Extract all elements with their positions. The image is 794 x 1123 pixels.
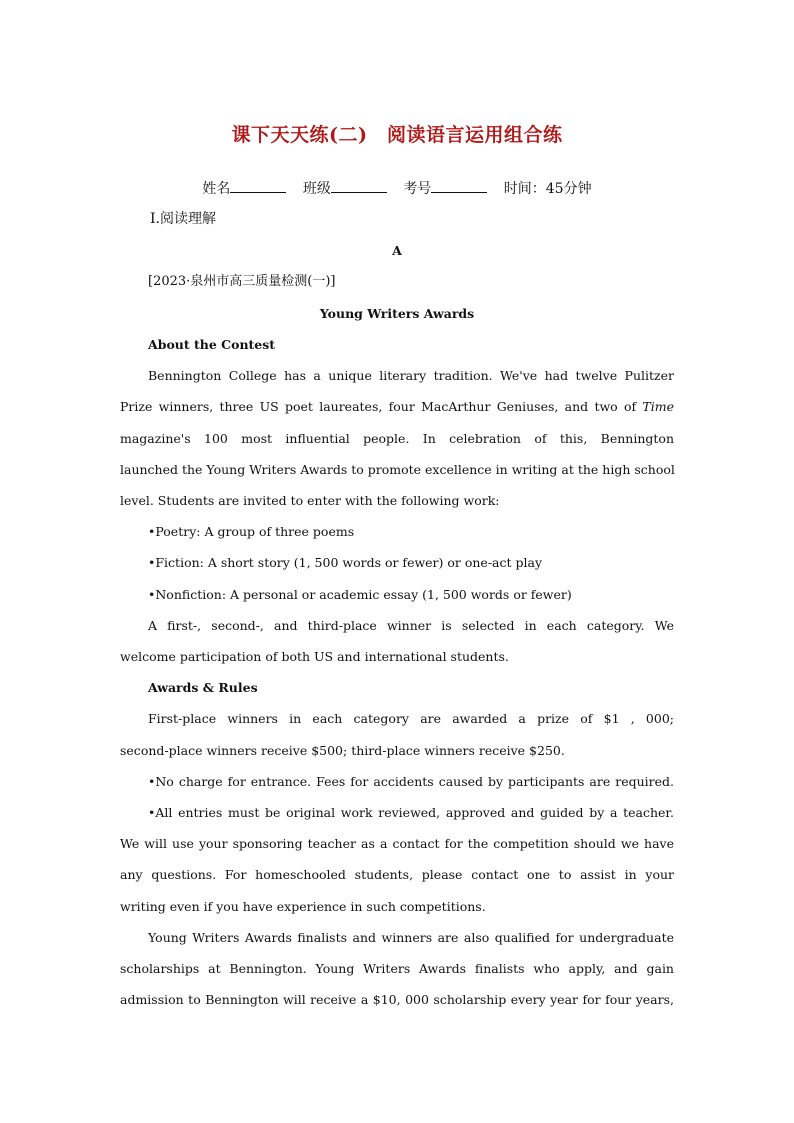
paragraph-line: Bennington College has a unique literary tradition. We've had twelve Pulitzer bbox=[148, 368, 674, 383]
paragraph-line: admission to Bennington will receive a $10, 000 scholarship every year for four years, bbox=[120, 992, 674, 1007]
class-label: 班级 bbox=[302, 181, 331, 197]
paragraph-line: scholarships at Bennington. Young Writers Awards finalists who apply, and gain bbox=[120, 961, 674, 976]
exam-number-label: 考号 bbox=[403, 181, 432, 197]
paragraph-line: A first-, second-, and third-place winner is selected in each category. We bbox=[148, 618, 674, 633]
paragraph-line: First-place winners in each category are awarded a prize of $1 , 000; bbox=[148, 711, 674, 726]
paragraph-line: level. Students are invited to enter with the following work: bbox=[120, 493, 500, 508]
article-title: Young Writers Awards bbox=[319, 306, 475, 321]
list-item: •No charge for entrance. Fees for accidents caused by participants are required. bbox=[148, 774, 674, 789]
paragraph-line: second-place winners receive $500; third-place winners receive $250. bbox=[120, 743, 565, 758]
list-item: •Nonfiction: A personal or academic essay (1, 500 words or fewer) bbox=[148, 587, 572, 602]
list-item: •Poetry: A group of three poems bbox=[148, 524, 355, 539]
awards-heading: Awards & Rules bbox=[148, 680, 258, 695]
paragraph-line: writing even if you have experience in such competitions. bbox=[120, 899, 486, 914]
name-label: 姓名 bbox=[202, 181, 231, 197]
paragraph-line: magazine's 100 most influential people. In celebration of this, Bennington bbox=[120, 431, 674, 446]
list-item: •Fiction: A short story (1, 500 words or fewer) or one-act play bbox=[148, 555, 543, 570]
source-note: [2023·泉州市高三质量检测(一)] bbox=[148, 274, 336, 289]
section-heading: Ⅰ.阅读理解 bbox=[150, 211, 216, 227]
exam-number-blank bbox=[431, 178, 487, 193]
time-label: 时间：45分钟 bbox=[503, 181, 592, 197]
paragraph-line: Young Writers Awards finalists and winners are also qualified for undergraduate bbox=[148, 930, 674, 945]
paragraph-line: launched the Young Writers Awards to promote excellence in writing at the high school bbox=[120, 462, 675, 477]
italic-magazine-name: Time bbox=[642, 399, 674, 414]
part-label: A bbox=[392, 243, 402, 258]
paragraph-line: Prize winners, three US poet laureates, four MacArthur Geniuses, and two of Time bbox=[120, 399, 674, 414]
class-blank bbox=[331, 178, 387, 193]
paragraph-line: welcome participation of both US and international students. bbox=[120, 649, 509, 664]
about-heading: About the Contest bbox=[148, 337, 276, 352]
list-item: •All entries must be original work reviewed, approved and guided by a teacher. bbox=[148, 805, 674, 820]
student-info-row bbox=[0, 178, 794, 198]
paragraph-line: any questions. For homeschooled students, please contact one to assist in your bbox=[120, 867, 674, 882]
page-title: 课下天天练(二) 阅读语言运用组合练 bbox=[231, 124, 563, 146]
paragraph-line: We will use your sponsoring teacher as a contact for the competition should we have bbox=[120, 836, 674, 851]
name-blank bbox=[230, 178, 286, 193]
